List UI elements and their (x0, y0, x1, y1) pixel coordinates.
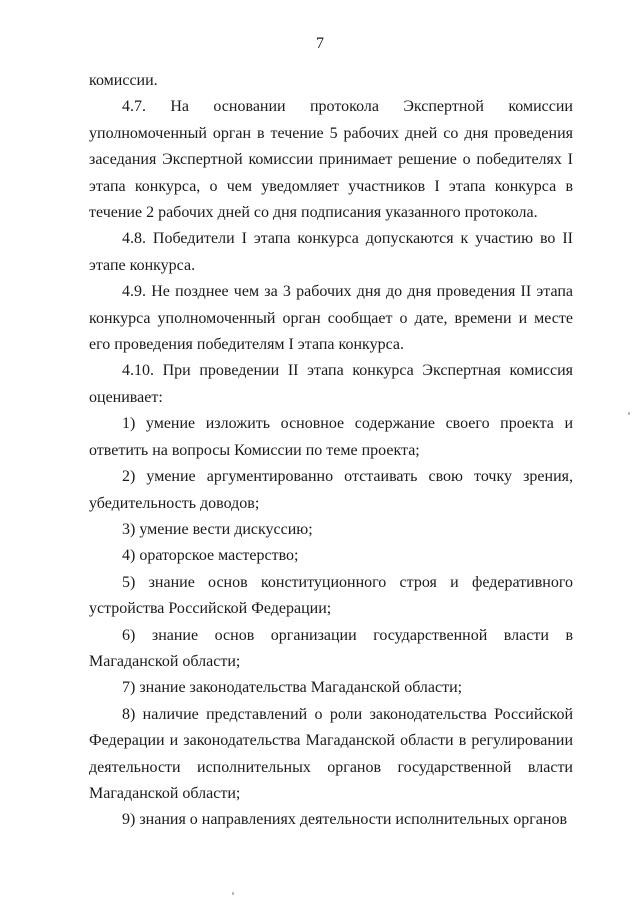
paragraph-4-8: 4.8. Победители I этапа конкурса допускаются к участию во II этапе конкурса. (89, 230, 573, 274)
scan-artifact-mark (232, 892, 234, 895)
list-item-5: 5) знание основ конституционного строя и федеративного устройства Российской Федерации; (89, 573, 573, 618)
list-item-7: 7) знание законодательства Магаданской области; (122, 679, 463, 697)
paragraph-4-10: 4.10. При проведении II этапа конкурса Экспертная комиссия оценивает: (89, 362, 573, 406)
list-item-6: 6) знание основ организации государственной власти в Магаданской области; (89, 626, 573, 670)
list-item-9: 9) знания о направлениях деятельности исполнительных органов (122, 811, 568, 829)
list-item-8: 8) наличие представлений о роли законодательства Российской Федерации и законодательства Магаданской области в регулировании деятельности исполнительных органов государственной власти Магаданской области; (89, 705, 573, 802)
scan-artifact-mark (628, 412, 630, 415)
paragraph-continuation: комиссии. (89, 72, 158, 89)
list-item-2: 2) умение аргументированно отстаивать свою точку зрения, убедительность доводов; (89, 468, 573, 512)
paragraph-4-7: 4.7. На основании протокола Экспертной комиссии уполномоченный орган в течение 5 рабочих дней со дня проведения заседания Экспертной комиссии принимает решение о победителях I этапа конкурса, о чем уведомляет участников I этапа конкурса в течение 2 рабочих дней со дня подписания указанного протокола. (89, 98, 573, 222)
paragraph-4-9: 4.9. Не позднее чем за 3 рабочих дня до дня проведения II этапа конкурса уполномоченный орган сообщает о дате, времени и месте его проведения победителям I этапа конкурса. (89, 283, 573, 354)
list-item-3: 3) умение вести дискуссию; (122, 520, 313, 538)
document-body (89, 68, 573, 834)
list-item-1: 1) умение изложить основное содержание своего проекта и ответить на вопросы Комиссии по теме проекта; (89, 415, 573, 459)
list-item-4: 4) ораторское мастерство; (122, 547, 299, 565)
page-number: 7 (316, 35, 324, 52)
